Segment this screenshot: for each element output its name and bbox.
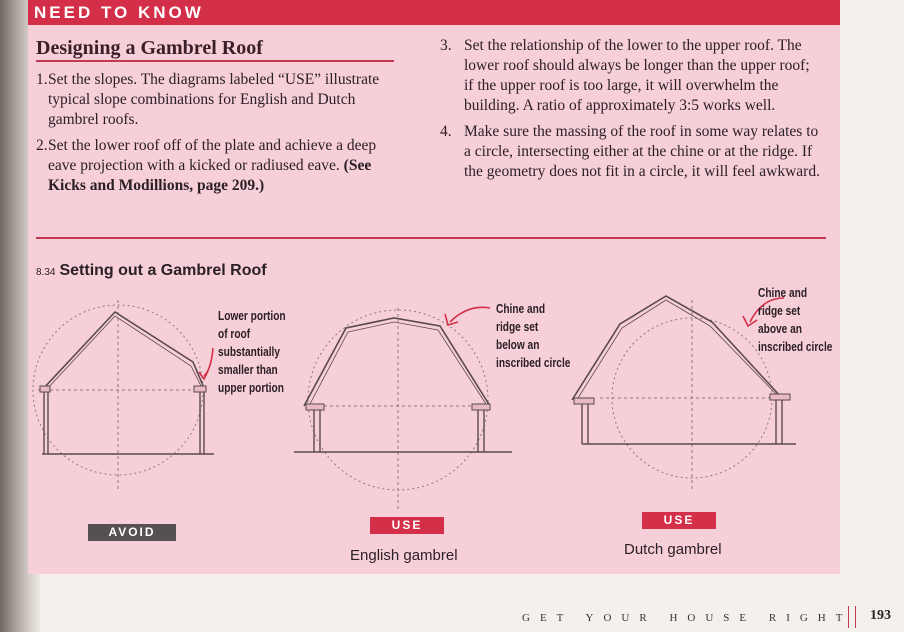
avoid-badge: AVOID [88,524,176,541]
item-text: Make sure the massing of the roof in some way relates to a circle, intersecting either at the chine or at the ridge. If the geometry does not fit in a circle, it will feel awkward. [464,123,820,180]
section-divider [36,237,826,239]
title-underline [36,60,394,62]
use-badge-english: USE [370,517,444,534]
running-footer: GET YOUR HOUSE RIGHT [522,612,853,624]
page-number: 193 [870,608,891,623]
item-text: Set the lower roof off of the plate and achieve a deep eave projection with a kicked or radiused eave. [48,137,377,174]
item-text: Set the relationship of the lower to the upper roof. The lower roof should always be longer than the upper roof; if the upper roof is too large, it will overwhelm the building. A ratio of approximately 3:5 works well. [464,37,810,114]
footer-divider [848,606,856,628]
item-number: 1. [36,71,48,88]
item-number: 3. [440,37,452,54]
annotation-english: Chine and ridge set below an inscribed circle [496,301,571,370]
right-column [440,36,820,188]
figure-title [36,262,267,280]
cross-reference: (See Kicks and Modillions, page 209.) [48,157,372,194]
figure-title-text: Setting out a Gambrel Roof [59,262,267,279]
english-gambrel-diagram [294,307,512,510]
item-text: Set the slopes. The diagrams labeled “USE” illustrate typical slope combinations for English and Dutch gambrel roofs. [48,71,380,128]
item-number: 2. [36,137,48,154]
list-item-1 [36,70,408,130]
list-item-4 [440,122,820,182]
section-title: Designing a Gambrel Roof [36,37,263,59]
list-item-3 [440,36,820,116]
item-number: 4. [440,123,452,140]
caption-dutch: Dutch gambrel [624,541,722,558]
gambrel-diagrams [28,280,828,510]
avoid-diagram [33,300,214,490]
left-column [36,70,408,202]
figure-number: 8.34 [36,267,56,278]
annotation-dutch: Chine and ridge set above an inscribed circle [758,285,833,354]
annotation-avoid: Lower portion of roof substantially smaller than upper portion [218,308,286,395]
banner-label: NEED TO KNOW [34,3,204,22]
list-item-2 [36,136,408,196]
caption-english: English gambrel [350,547,458,564]
item-text-wrap [48,136,408,196]
use-badge-dutch: USE [642,512,716,529]
